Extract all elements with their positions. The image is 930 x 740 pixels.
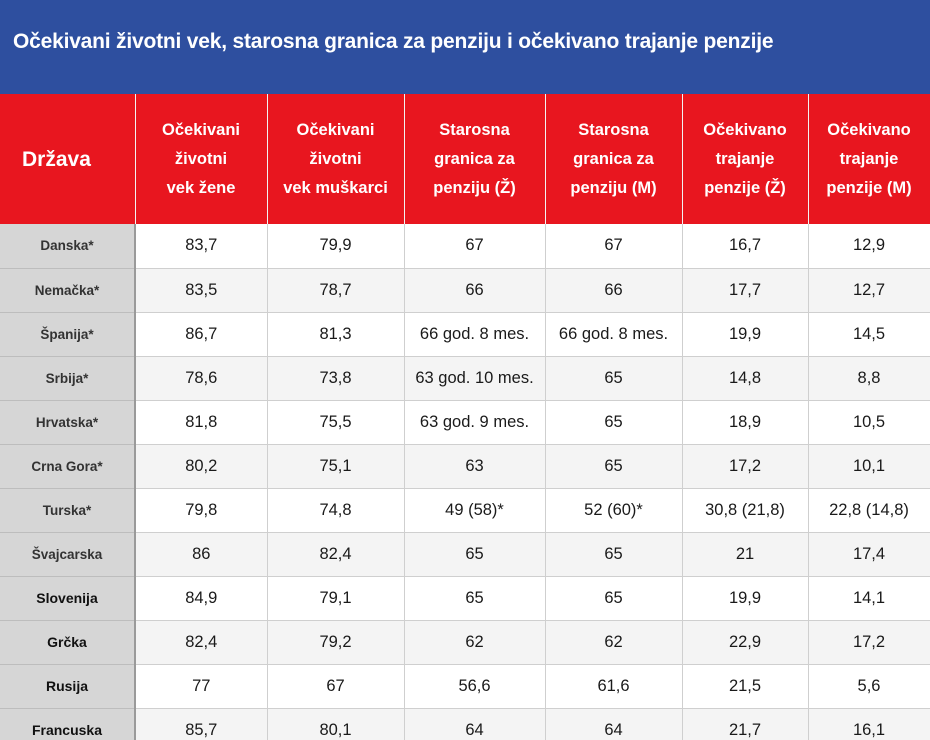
country-cell: Crna Gora* [0, 444, 135, 488]
country-cell: Rusija [0, 664, 135, 708]
table-row [0, 268, 930, 312]
country-cell: Turska* [0, 488, 135, 532]
duration-men-cell: 14,5 [808, 312, 930, 356]
life-women-cell: 79,8 [135, 488, 267, 532]
age-men-cell: 65 [545, 576, 682, 620]
duration-men-cell: 16,1 [808, 708, 930, 740]
life-men-cell: 79,2 [267, 620, 404, 664]
age-men-cell: 52 (60)* [545, 488, 682, 532]
life-women-cell: 77 [135, 664, 267, 708]
country-cell: Španija* [0, 312, 135, 356]
age-women-cell: 64 [404, 708, 545, 740]
age-men-cell: 61,6 [545, 664, 682, 708]
life-men-cell: 75,5 [267, 400, 404, 444]
duration-women-cell: 19,9 [682, 576, 808, 620]
header-country: Država [0, 94, 135, 224]
life-men-cell: 81,3 [267, 312, 404, 356]
duration-women-cell: 18,9 [682, 400, 808, 444]
age-men-cell: 65 [545, 532, 682, 576]
life-women-cell: 86,7 [135, 312, 267, 356]
table-row [0, 620, 930, 664]
age-women-cell: 56,6 [404, 664, 545, 708]
country-cell: Francuska [0, 708, 135, 740]
header-life-men: Očekivani životni vek muškarci [267, 94, 404, 224]
table-row [0, 356, 930, 400]
age-women-cell: 65 [404, 532, 545, 576]
title-bar [0, 0, 930, 94]
duration-women-cell: 21,7 [682, 708, 808, 740]
data-table-wrapper [0, 94, 930, 740]
country-cell: Grčka [0, 620, 135, 664]
life-men-cell: 79,9 [267, 224, 404, 268]
table-row [0, 532, 930, 576]
duration-women-cell: 30,8 (21,8) [682, 488, 808, 532]
life-men-cell: 78,7 [267, 268, 404, 312]
duration-women-cell: 19,9 [682, 312, 808, 356]
table-row [0, 576, 930, 620]
life-women-cell: 86 [135, 532, 267, 576]
life-women-cell: 82,4 [135, 620, 267, 664]
age-women-cell: 63 god. 9 mes. [404, 400, 545, 444]
age-men-cell: 62 [545, 620, 682, 664]
duration-men-cell: 12,7 [808, 268, 930, 312]
duration-men-cell: 10,5 [808, 400, 930, 444]
header-life-women: Očekivani životni vek žene [135, 94, 267, 224]
duration-women-cell: 14,8 [682, 356, 808, 400]
life-women-cell: 83,7 [135, 224, 267, 268]
age-men-cell: 64 [545, 708, 682, 740]
country-cell: Srbija* [0, 356, 135, 400]
life-men-cell: 74,8 [267, 488, 404, 532]
duration-men-cell: 10,1 [808, 444, 930, 488]
table-row [0, 708, 930, 740]
age-women-cell: 65 [404, 576, 545, 620]
duration-men-cell: 12,9 [808, 224, 930, 268]
life-women-cell: 80,2 [135, 444, 267, 488]
country-cell: Danska* [0, 224, 135, 268]
duration-women-cell: 21,5 [682, 664, 808, 708]
life-men-cell: 73,8 [267, 356, 404, 400]
duration-men-cell: 14,1 [808, 576, 930, 620]
header-duration-men: Očekivano trajanje penzije (M) [808, 94, 930, 224]
age-women-cell: 63 [404, 444, 545, 488]
age-women-cell: 49 (58)* [404, 488, 545, 532]
age-women-cell: 66 [404, 268, 545, 312]
data-table [0, 94, 930, 740]
duration-women-cell: 17,2 [682, 444, 808, 488]
life-women-cell: 78,6 [135, 356, 267, 400]
age-men-cell: 66 god. 8 mes. [545, 312, 682, 356]
duration-men-cell: 22,8 (14,8) [808, 488, 930, 532]
duration-men-cell: 17,2 [808, 620, 930, 664]
life-women-cell: 83,5 [135, 268, 267, 312]
table-row [0, 664, 930, 708]
header-age-men: Starosna granica za penziju (M) [545, 94, 682, 224]
life-women-cell: 84,9 [135, 576, 267, 620]
duration-women-cell: 22,9 [682, 620, 808, 664]
header-duration-women: Očekivano trajanje penzije (Ž) [682, 94, 808, 224]
duration-men-cell: 17,4 [808, 532, 930, 576]
duration-men-cell: 5,6 [808, 664, 930, 708]
life-men-cell: 82,4 [267, 532, 404, 576]
life-men-cell: 75,1 [267, 444, 404, 488]
duration-men-cell: 8,8 [808, 356, 930, 400]
age-men-cell: 67 [545, 224, 682, 268]
duration-women-cell: 21 [682, 532, 808, 576]
life-men-cell: 67 [267, 664, 404, 708]
age-men-cell: 65 [545, 356, 682, 400]
duration-women-cell: 16,7 [682, 224, 808, 268]
country-cell: Nemačka* [0, 268, 135, 312]
table-row [0, 488, 930, 532]
life-women-cell: 85,7 [135, 708, 267, 740]
age-women-cell: 62 [404, 620, 545, 664]
age-men-cell: 65 [545, 400, 682, 444]
page-title: Očekivani životni vek, starosna granica za penziju i očekivano trajanje penzije [13, 30, 774, 53]
age-women-cell: 63 god. 10 mes. [404, 356, 545, 400]
life-women-cell: 81,8 [135, 400, 267, 444]
age-women-cell: 67 [404, 224, 545, 268]
age-men-cell: 66 [545, 268, 682, 312]
table-row [0, 444, 930, 488]
life-men-cell: 80,1 [267, 708, 404, 740]
duration-women-cell: 17,7 [682, 268, 808, 312]
table-header-row [0, 94, 930, 224]
life-men-cell: 79,1 [267, 576, 404, 620]
table-row [0, 400, 930, 444]
table-row [0, 224, 930, 268]
header-age-women: Starosna granica za penziju (Ž) [404, 94, 545, 224]
age-women-cell: 66 god. 8 mes. [404, 312, 545, 356]
country-cell: Švajcarska [0, 532, 135, 576]
age-men-cell: 65 [545, 444, 682, 488]
table-row [0, 312, 930, 356]
country-cell: Slovenija [0, 576, 135, 620]
country-cell: Hrvatska* [0, 400, 135, 444]
